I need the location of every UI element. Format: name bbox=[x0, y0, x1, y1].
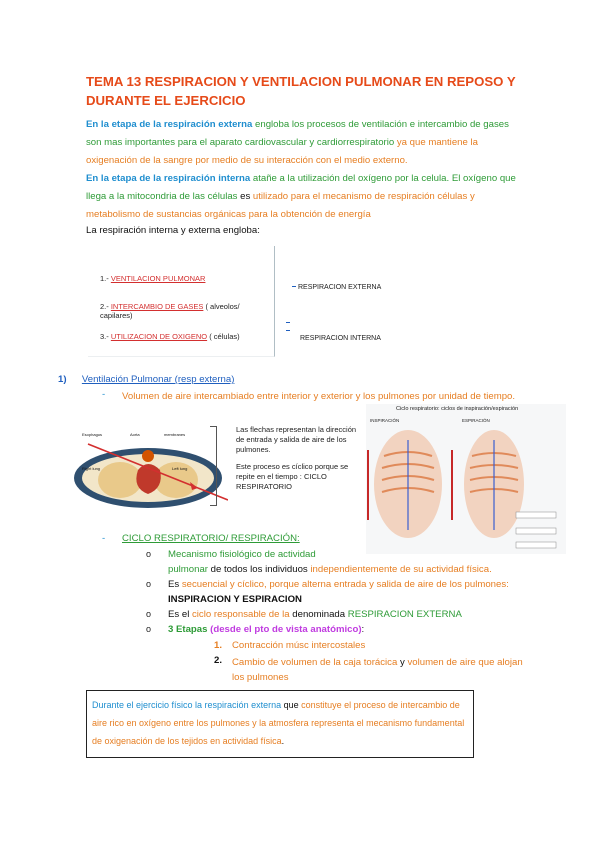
cycle-bullet-1-cont: pulmonar de todos los individuos independientemente de su actividad física. bbox=[168, 564, 492, 575]
diagram-item-3: 3.- UTILIZACION DE OXIGENO ( células) bbox=[100, 332, 240, 341]
stage-1: Contracción músc intercostales bbox=[232, 640, 366, 651]
cycle-bullet-4: 3 Etapas (desde el pto de vista anatómico): bbox=[168, 624, 365, 635]
num-1: 1. bbox=[214, 640, 223, 651]
dash-bullet: - bbox=[102, 389, 106, 400]
num-2: 2. bbox=[214, 655, 223, 666]
cycle-bullet-3: Es el ciclo responsable de la denominada RESPIRACION EXTERNA bbox=[168, 609, 462, 620]
paragraph-internal-respiration bbox=[86, 170, 516, 224]
dash-bullet: - bbox=[102, 533, 106, 544]
term-internal: En la etapa de la respiración interna bbox=[86, 173, 251, 184]
thorax-label: Right lung bbox=[82, 466, 101, 471]
figure-label-expiration: ESPIRACIÓN bbox=[462, 418, 490, 423]
label-internal: RESPIRACION INTERNA bbox=[300, 335, 381, 342]
cycle-heading: CICLO RESPIRATORIO/ RESPIRACIÓN: bbox=[122, 533, 300, 544]
text: ya que mantiene la oxigenación de la sangre por medio de su interacción con el medio externo. bbox=[86, 137, 478, 166]
diagram-item-2: 2.- INTERCAMBIO DE GASES ( alveolos/ capilares) bbox=[100, 302, 240, 320]
figure-label-inspiration: INSPIRACIÓN bbox=[370, 418, 400, 423]
stage-2: Cambio de volumen de la caja torácica y volumen de aire que alojan los pulmones bbox=[232, 657, 523, 683]
thorax-label: Aorta bbox=[130, 432, 140, 437]
respiration-diagram bbox=[88, 246, 275, 357]
cycle-bullet-1: Mecanismo fisiológico de actividad bbox=[168, 549, 316, 560]
thorax-label: Left lung bbox=[172, 466, 188, 471]
section-title[interactable]: Ventilación Pulmonar (resp externa) bbox=[81, 374, 235, 385]
bullet-marker: o bbox=[146, 549, 152, 559]
page-title: TEMA 13 RESPIRACION Y VENTILACION PULMONAR EN REPOSO Y DURANTE EL EJERCICIO bbox=[86, 74, 516, 108]
thorax-label: membranes bbox=[164, 432, 186, 437]
bullet-marker: o bbox=[146, 579, 152, 589]
diagram-tick bbox=[286, 322, 290, 323]
bracket bbox=[210, 426, 217, 506]
text: es bbox=[237, 191, 253, 202]
figure-title: Ciclo respiratorio: ciclos de inspiración/espiración bbox=[396, 406, 519, 412]
respiratory-cycle-image bbox=[366, 404, 566, 554]
diagram-tick bbox=[292, 286, 296, 287]
cycle-bullet-2: Es secuencial y cíclico, porque alterna entrada y salida de aire de los pulmones: bbox=[168, 579, 509, 590]
term-external: En la etapa de la respiración externa bbox=[86, 119, 253, 130]
text: utilizado para el mecanismo de respiración células y metabolismo de sustancias orgánicas para la obtención de energía bbox=[86, 191, 475, 220]
thorax-cross-section-image bbox=[68, 430, 228, 512]
thorax-label: Esophagus bbox=[82, 432, 103, 437]
text: engloba los procesos de ventilación e intercambio de gases son mas importantes para el aparato cardiovascular y cardiorrespiratorio bbox=[86, 119, 509, 148]
ventilation-definition: Volumen de aire intercambiado entre interior y exterior y los pulmones por unidad de tiempo. bbox=[122, 391, 516, 402]
text: atañe a la utilización del oxígeno por la celula. El oxígeno que llega a la mitocondria de las células bbox=[86, 173, 516, 202]
diagram-item-1: 1.- VENTILACION PULMONAR bbox=[100, 274, 206, 283]
bullet-marker: o bbox=[146, 609, 152, 619]
label-external: RESPIRACION EXTERNA bbox=[298, 284, 382, 291]
paragraph-external-respiration bbox=[86, 116, 516, 170]
section-number: 1) bbox=[58, 374, 67, 385]
cycle-bullet-2-cont: INSPIRACION Y ESPIRACION bbox=[168, 594, 302, 605]
figure-caption: Las flechas representan la dirección de entrada y salida de aire de los pulmones. bbox=[236, 425, 357, 454]
bullet-marker: o bbox=[146, 624, 152, 634]
summary-text: Durante el ejercicio físico la respiración externa que constituye el proceso de intercambio de aire rico en oxígeno entre los pulmones y la atmosfera representa el mecanismo fundamental de oxigenación de los tejidos en actividad física. bbox=[92, 700, 465, 746]
figure-caption-2: Este proceso es cíclico porque se repite en el tiempo : CICLO RESPIRATORIO bbox=[236, 462, 349, 491]
section-heading bbox=[58, 374, 234, 385]
paragraph-engloba: La respiración interna y externa engloba: bbox=[86, 225, 260, 236]
diagram-tick bbox=[286, 330, 290, 331]
